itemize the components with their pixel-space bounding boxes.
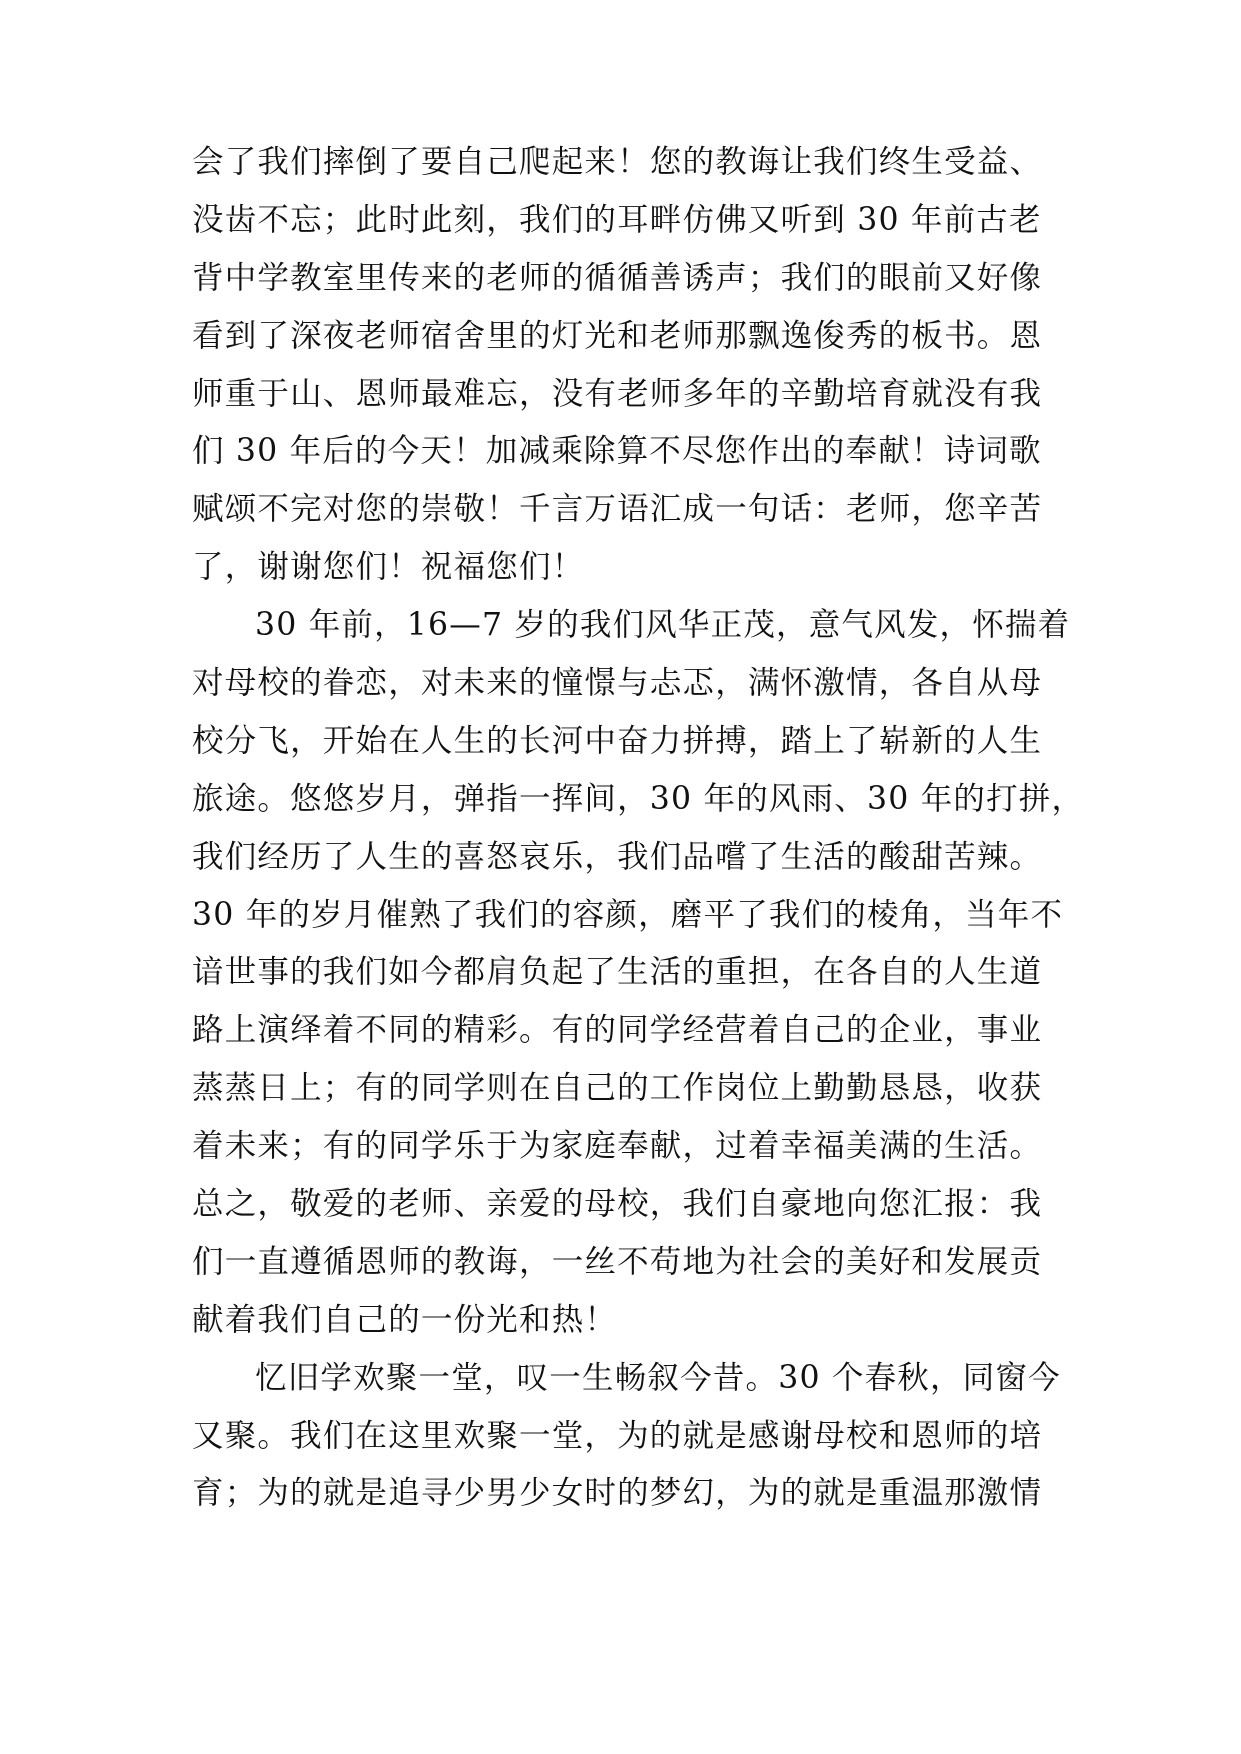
text-line: 了，谢谢您们！祝福您们！ — [192, 549, 585, 586]
text-line: 师重于山、恩师最难忘，没有老师多年的辛勤培育就没有我 — [192, 375, 1043, 412]
document-body — [192, 134, 1085, 1523]
text-line: 对母校的眷恋，对未来的憧憬与忐忑，满怀激情，各自从母 — [192, 665, 1043, 702]
paragraph-1 — [192, 134, 1052, 597]
text-line: 总之，敬爱的老师、亲爱的母校，我们自豪地向您汇报：我 — [192, 1186, 1043, 1223]
text-line-indented: 忆旧学欢聚一堂，叹一生畅叙今昔。30 个春秋，同窗今 — [255, 1359, 1061, 1396]
text-line: 我们经历了人生的喜怒哀乐，我们品嚐了生活的酸甜苦辣。 — [192, 838, 1043, 875]
text-line: 30 年的岁月催熟了我们的容颜，磨平了我们的棱角，当年不 — [192, 896, 1064, 933]
text-line: 育；为的就是追寻少男少女时的梦幻，为的就是重温那激情 — [192, 1475, 1043, 1512]
text-line: 们 30 年后的今天！加减乘除算不尽您作出的奉献！诗词歌 — [192, 433, 1042, 470]
text-line: 路上演绎着不同的精彩。有的同学经营着自己的企业，事业 — [192, 1012, 1043, 1049]
text-line: 旅途。悠悠岁月，弹指一挥间，30 年的风雨、30 年的打拼， — [192, 780, 1085, 817]
text-line-indented: 30 年前，16—7 岁的我们风华正茂，意气风发，怀揣着 — [255, 607, 1071, 644]
text-line: 献着我们自己的一份光和热！ — [192, 1301, 618, 1338]
text-line: 校分飞，开始在人生的长河中奋力拼搏，踏上了崭新的人生 — [192, 722, 1043, 759]
text-line: 没齿不忘；此时此刻，我们的耳畔仿佛又听到 30 年前古老 — [192, 201, 1042, 238]
text-line: 们一直遵循恩师的教诲，一丝不苟地为社会的美好和发展贡 — [192, 1243, 1043, 1280]
text-line: 蒸蒸日上；有的同学则在自己的工作岗位上勤勤恳恳，收获 — [192, 1070, 1043, 1107]
text-line: 背中学教室里传来的老师的循循善诱声；我们的眼前又好像 — [192, 259, 1043, 296]
text-line: 谙世事的我们如今都肩负起了生活的重担，在各自的人生道 — [192, 954, 1043, 991]
text-line: 看到了深夜老师宿舍里的灯光和老师那飘逸俊秀的板书。恩 — [192, 317, 1043, 354]
paragraph-3 — [192, 1350, 1061, 1524]
text-line: 赋颂不完对您的崇敬！千言万语汇成一句话：老师，您辛苦 — [192, 491, 1043, 528]
text-line: 又聚。我们在这里欢聚一堂，为的就是感谢母校和恩师的培 — [192, 1417, 1043, 1454]
text-line: 会了我们摔倒了要自己爬起来！您的教诲让我们终生受益、 — [192, 144, 1043, 180]
text-line: 着未来；有的同学乐于为家庭奉献，过着幸福美满的生活。 — [192, 1128, 1043, 1165]
paragraph-2 — [192, 597, 1085, 1350]
